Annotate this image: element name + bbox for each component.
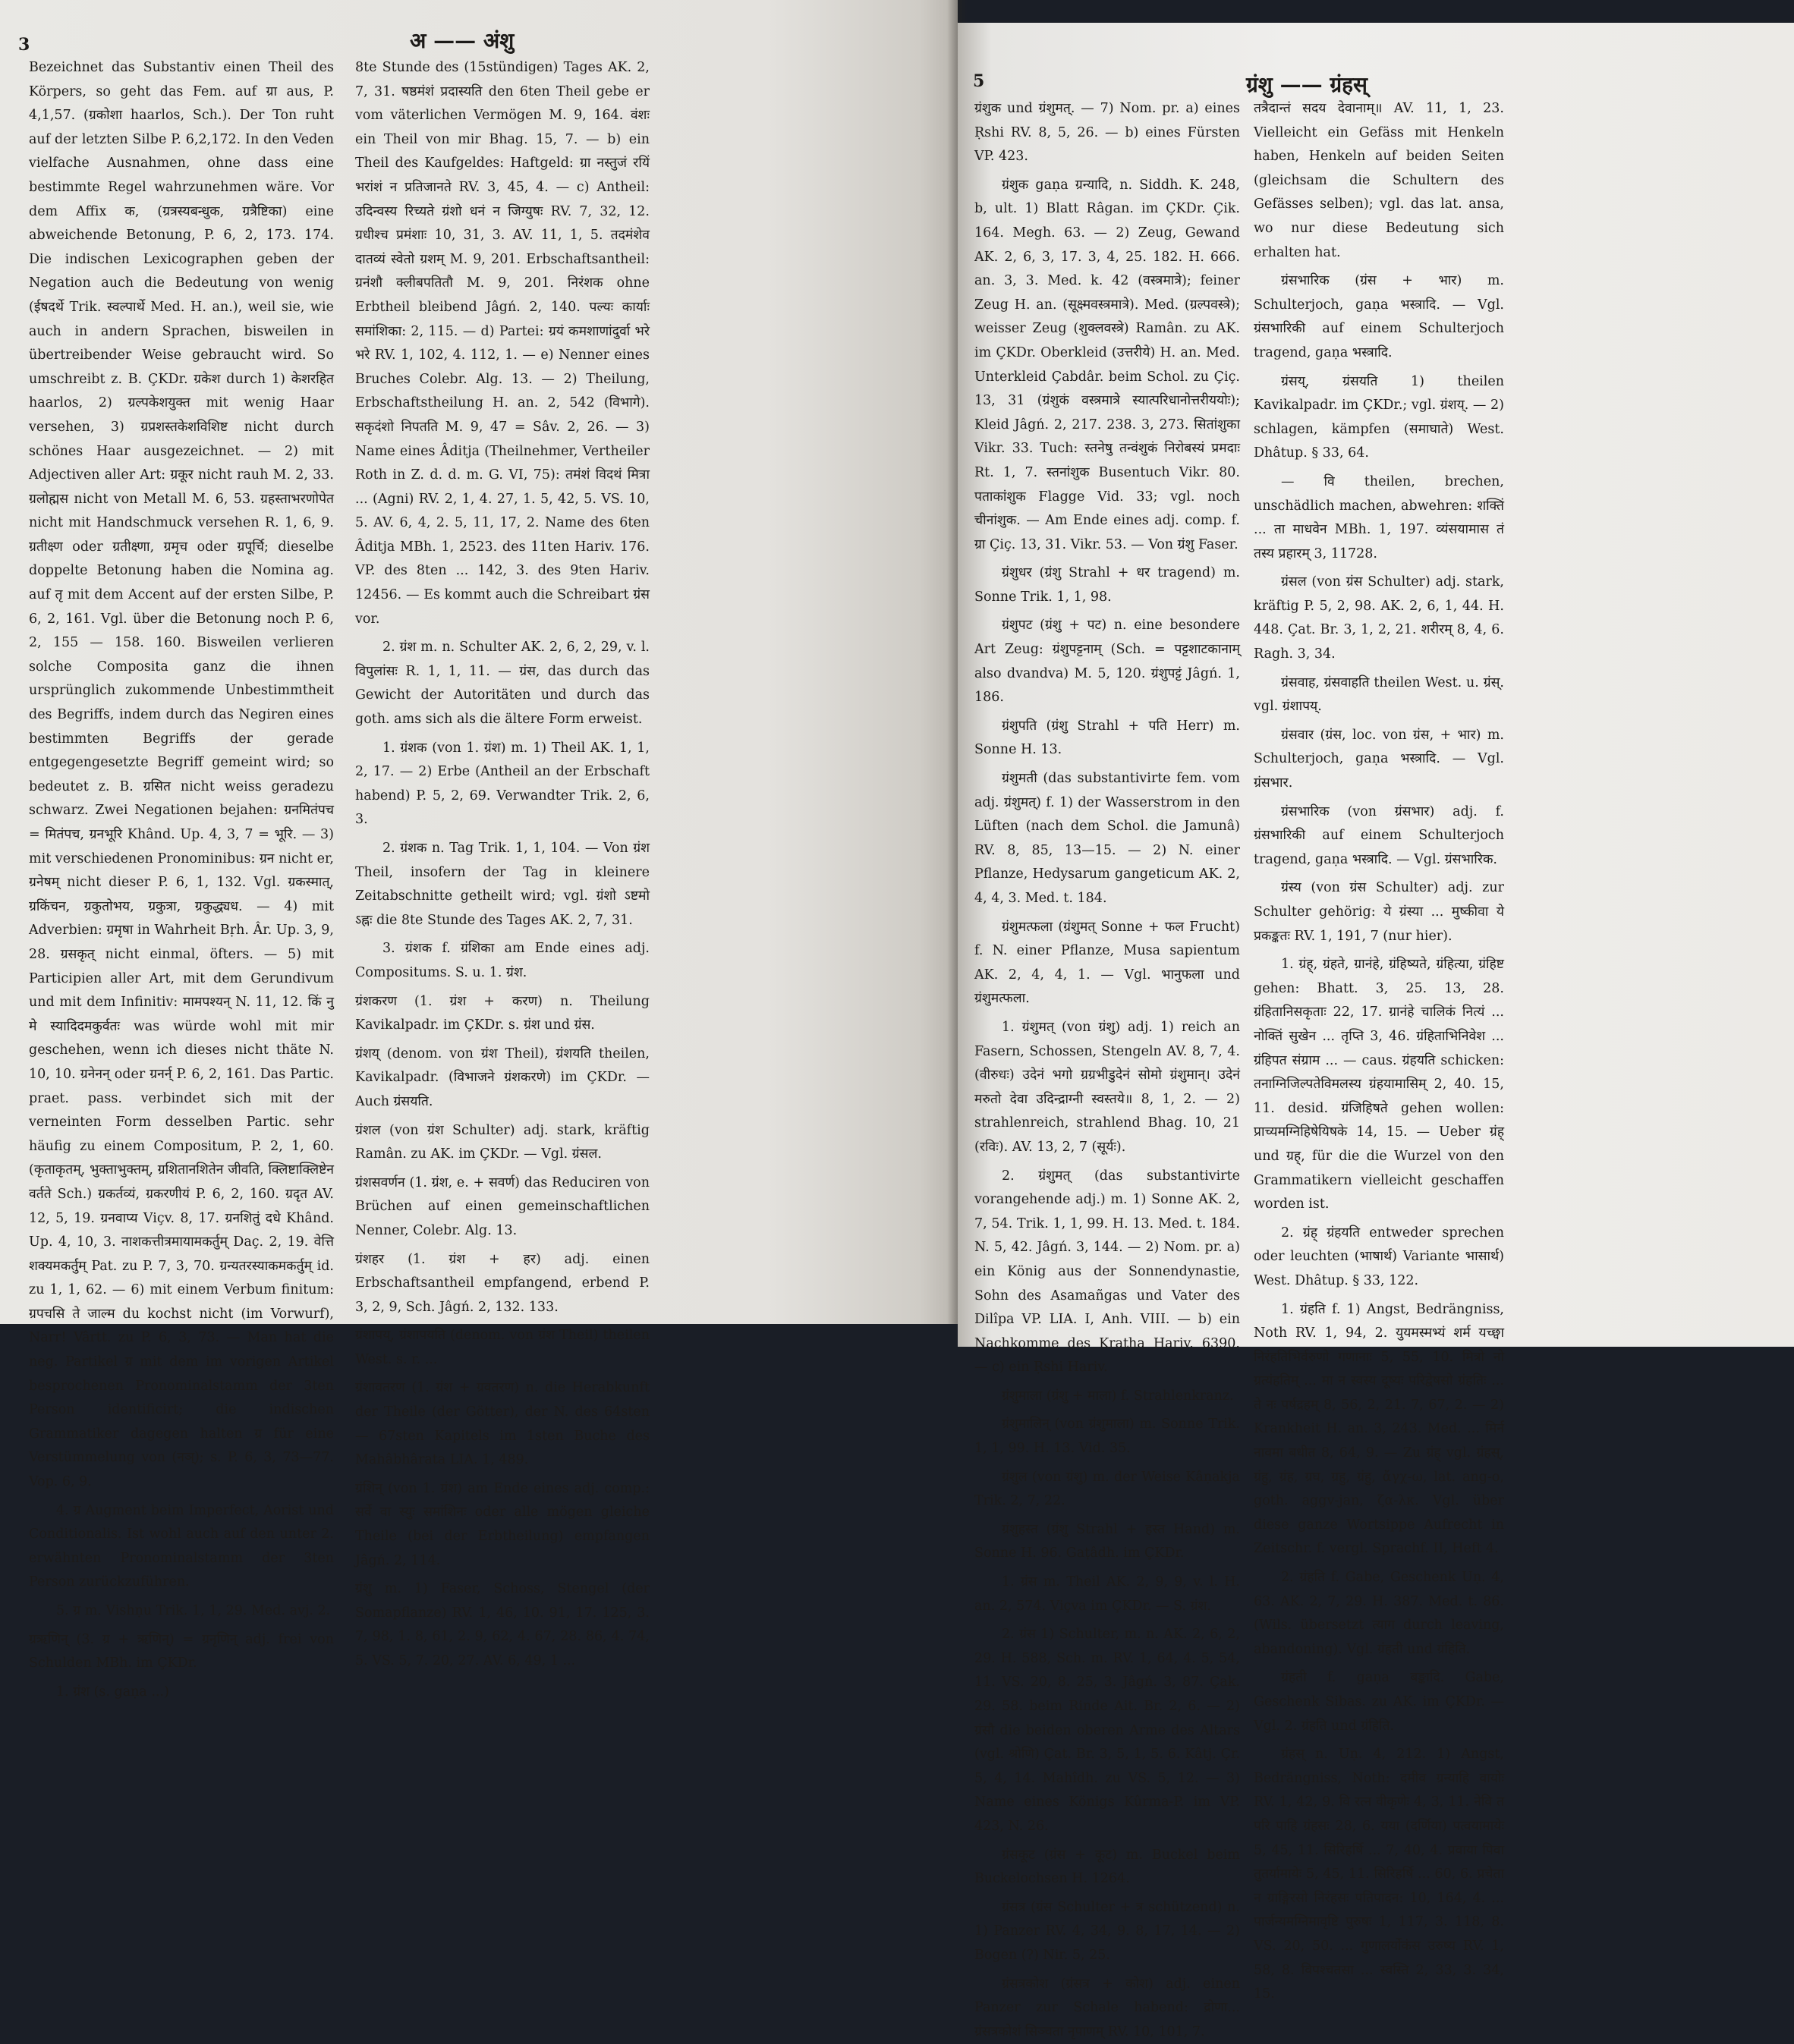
left-column-1 bbox=[29, 56, 334, 1700]
right-page-number: 5 bbox=[973, 71, 985, 91]
paragraph: ग्रंशुल (von ग्रंशु) m. der Weise Kâṇakja Trik. 2, 7, 22. bbox=[974, 1469, 1240, 1509]
paragraph: 1. ग्रंश (s. gaṇa ...) bbox=[56, 1684, 169, 1700]
paragraph: ग्रंसभारिक (ग्रंस + भार) m. Schulterjoch, gaṇa भस्त्रादि. — Vgl. ग्रंसभारिकी auf einem Schulterjoch tragend, gaṇa भस्त्रादि. bbox=[1254, 273, 1504, 360]
paragraph: 5. ग्र m. Vishṇu Trik. 1, 1, 29. Med. avj. 2. bbox=[56, 1603, 331, 1618]
paragraph: Bezeichnet das Substantiv einen Theil des Körpers, so geht das Fem. auf ग्रा aus, P. 4,1,57. (ग्रकोशा haarlos, Sch.). Der Ton ruht auf der letzten Silbe P. 6,2,172. In den Veden vielfache Ausnahmen, ohne dass eine bestimmte Regel wahrzunehmen wäre. Vor dem Affix क, (ग्रत्रस्यबन्धुक, ग्रत्रैष्टिका) eine abweichende Betonung, P. 6, 2, 173. 174. Die indischen Lexicographen geben der Negation auch die Bedeutung von wenig (ईषदर्थे Trik. स्वल्पार्थे Med. H. an.), weil sie, wie auch in andern Sprachen, bisweilen in übertreibender Weise gebraucht wird. So umschreibt z. B. ÇKDr. ग्रकेश durch 1) केशरहित haarlos, 2) ग्रल्पकेशयुक्त mit wenig Haar versehen, 3) ग्रप्रशस्तकेशविशिष्ट nicht durch schönes Haar ausgezeichnet. — 2) mit Adjectiven aller Art: ग्रकूर nicht rauh M. 2, 33. ग्रलोह्मस nicht von Metall M. 6, 53. ग्रहस्ताभरणोपेत nicht mit Handschmuck versehen R. 1, 6, 9. ग्रतीक्ष्ण oder ग्रतीक्ष्णा, ग्रमृच oder ग्रपूर्चि; dieselbe doppelte Betonung haben die Nomina ag. auf तृ mit dem Accent auf der ersten Silbe, P. 6, 2, 161. Vgl. über die Betonung noch P. 6, 2, 155 — 158. 160. Bisweilen verlieren solche Composita ganz die ihnen ursprünglich zukommende Unbestimmtheit des Begriffs, indem durch das Negiren eines bestimmten Begriffs der gerade entgegengesetzte Begriff gemeint wird; so bedeutet z. B. ग्रसित nicht weiss geradezu schwarz. Zwei Negationen bejahen: ग्रनमितंपच = मितंपच, ग्रनभूरि Khând. Up. 4, 3, 7 = भूरि. — 3) mit verschiedenen Pronominibus: ग्रन nicht er, ग्रनेषम् nicht dieser P. 6, 1, 132. Vgl. ग्रकस्मात्, ग्रकिंचन, ग्रकुतोभय, ग्रकुत्रा, ग्रकुद्ध्यध. — 4) mit Adverbien: ग्रमृषा in Wahrheit Bṛh. Âr. Up. 3, 9, 28. ग्रसकृत् nicht einmal, öfters. — 5) mit Participien aller Art, mit dem Gerundivum und mit dem Infinitiv: मामपश्यन् N. 11, 12. किं नु मे स्यादिदमकुर्वतः was würde wohl mit mir geschehen, wenn ich dieses nicht thäte N. 10, 10. ग्रनेनन् oder ग्रनर्न् P. 6, 2, 161. Das Partic. praet. pass. verbindet sich mit der verneinten Form desselben Partic. sehr häufig zu einem Compositum, P. 2, 1, 60. (कृताकृतम्, भुक्ताभुक्तम्, ग्रशितानशितेन जीवति, क्लिष्टाक्लिष्टेन वर्तते Sch.) ग्रकर्तव्यं, ग्रकरणीयं P. 6, 2, 160. ग्रदृत AV. 12, 5, 19. ग्रनवाप्य Viçv. 8, 17. ग्रनशितुं दधे Khând. Up. 4, 10, 3. नाशकत्तीत्रमायामकर्तुम् Daç. 2, 19. वेत्ति शक्यमकर्तुम् Pat. zu P. 7, 3, 70. ग्रन्यतरस्याकमकर्तुम् id. zu 1, 1, 62. — 6) mit einem Verbum finitum: ग्रपचसि ते जाल्म du kochst nicht (im Vorwurf), Narr! Vârtt. zu P. 6, 3, 73. — Man hat die neg. Partikel ग्र mit dem im vorigen Artikel besprochenen Pronominalstamm der 3ten Person identificirt; die indischen Grammatiker dagegen halten ग्र für eine Verstümmelung von (नञ्); s. P. 6, 3, 73—77. Vop. 6, 9. bbox=[29, 60, 334, 1490]
paragraph: ग्रंशुहस्त (ग्रंशु Strahl + हस्त Hand) m. Sonne H. 96. Gaṭâdh. im ÇKDr. bbox=[974, 1521, 1240, 1561]
paragraph: 2. ग्रंह् ग्रंहयति entweder sprechen oder leuchten (भाषार्थ) Variante भासार्थ) West. Dhâtup. § 33, 122. bbox=[1254, 1225, 1504, 1288]
paragraph: ग्रंशुपट (ग्रंशु + पट) n. eine besondere Art Zeug: ग्रंशुपट्टनाम् (Sch. = पट्टशाटकानाम् also dvandva) M. 5, 120. ग्रंशुपट्टं Jâgń. 1, 186. bbox=[974, 618, 1240, 706]
right-column-1 bbox=[974, 97, 1240, 2039]
paragraph: ग्रंसय्, ग्रंसयति 1) theilen Kavikalpadr. im ÇKDr.; vgl. ग्रंशय्. — 2) schlagen, kämpfen (समाघाते) West. Dhâtup. § 33, 64. bbox=[1254, 373, 1504, 461]
paragraph: 2. ग्रंशुमत् (das substantivirte vorangehende adj.) m. 1) Sonne AK. 2, 7, 54. Trik. 1, 1, 99. H. 13. Med. t. 184. N. 5, 42. Jâgń. 3, 144. — 2) Nom. pr. a) ein König aus der Sonnendynastie, Sohn des Asamañgas und Vater des Dilîpa VP. LIA. I, Anh. VIII. — b) ein Nachkomme des Kratha Hariv. 6390. — c) ein Ṛshi Hariv. bbox=[974, 1168, 1240, 1376]
left-page-number: 3 bbox=[18, 35, 30, 55]
right-column-2 bbox=[1254, 97, 1504, 2002]
paragraph: ग्रंसल (von ग्रंस Schulter) adj. stark, kräftig P. 5, 2, 98. AK. 2, 6, 1, 44. H. 448. Çat. Br. 3, 1, 2, 21. शरीरम् 8, 4, 6. Ragh. 3, 34. bbox=[1254, 574, 1504, 662]
paragraph: ग्रंशहर (1. ग्रंश + हर) adj. einen Erbschaftsantheil empfangend, erbend P. 3, 2, 9, Sch. Jâgń. 2, 132. 133. bbox=[355, 1251, 650, 1315]
paragraph: 1. ग्रंशुमत् (von ग्रंशु) adj. 1) reich an Fasern, Schossen, Stengeln AV. 8, 7, 4. (वीरुधः) उदेनं भगो ग्रग्रभीडुदेनं सोमो ग्रंशुमान्। उदेनं मरुतो देवा उदिन्द्राग्नी स्वस्तये॥ 8, 1, 2. — 2) strahlenreich, strahlend Bhag. 10, 21 (रविः). AV. 13, 2, 7 (सूर्यः). bbox=[974, 1019, 1240, 1155]
paragraph: ग्रंसवार (ग्रंस, loc. von ग्रंस, + भार) m. Schulterjoch, gaṇa भस्त्रादि. — Vgl. ग्रंसभार. bbox=[1254, 727, 1504, 791]
paragraph: ग्रंस्य (von ग्रंस Schulter) adj. zur Schulter gehörig: ये ग्रंस्या ... मुष्कीवा ये प्रकङ्कतः RV. 1, 191, 7 (nur hier). bbox=[1254, 880, 1504, 944]
paragraph: ग्रंशापय्, ग्रंशापयति (denom. von ग्रंश Theil) theilen West. s. r. ... bbox=[355, 1328, 650, 1367]
paragraph: 3. ग्रंशक f. ग्रंशिका am Ende eines adj. Compositums. S. u. 1. ग्रंश. bbox=[355, 941, 650, 980]
paragraph: ग्रंसभारिक (von ग्रंसभार) adj. f. ग्रंसभारिकी auf einem Schulterjoch tragend, gaṇa भस्त्रादि. — Vgl. ग्रंसभारिक. bbox=[1254, 803, 1504, 867]
paragraph: ग्रंसवाह, ग्रंसवाहति theilen West. u. ग्रंस्. vgl. ग्रंशापय्. bbox=[1254, 675, 1504, 715]
paragraph: 1. ग्रंह्, ग्रंहते, ग्रानंहे, ग्रंहिष्यते, ग्रंहित्या, ग्रंहिष्ट gehen: Bhatt. 3, 25. 13, 28. ग्रंहितानिसकृताः 22, 17. ग्रानंहे चालिकं नित्यं ... नोक्तिं सुखेन ... तृप्ति 3, 46. ग्रंहिताभिनिवेश ... ग्रंहिपत संग्राम ... — caus. ग्रंहयति schicken: तनाग्निजिल्पतेविमलस्य ग्रंहयामासिम् 2, 40. 15, 11. desid. ग्रंजिहिषते gehen wollen: प्राच्यमग्निहिषेयिषके 14, 15. — Ueber ग्रंह् und ग्रह्, für die die Wurzel von den Grammatikern vielleicht geschaffen worden ist. bbox=[1254, 957, 1504, 1212]
paragraph: ग्रंशय् (denom. von ग्रंश Theil), ग्रंशयति theilen, Kavikalpadr. (विभाजने ग्रंशकरणे) im ÇKDr. — Auch ग्रंसयति. bbox=[355, 1046, 650, 1109]
paragraph: ग्रंसत्रकोश (ग्रंसत्र + कोश) adj. einen Panzer zur Schale habend: द्रोणा... ग्रंसत्रकोशं सिञ्चता नृपाणम् RV. 10, 101, 7. bbox=[974, 1976, 1240, 2039]
paragraph: 8te Stunde des (15stündigen) Tages AK. 2, 7, 31. षष्ठमंशं प्रदास्यति den 6ten Theil gebe er vom väterlichen Vermögen M. 9, 164. वंशः ein Theil von mir Bhag. 15, 7. — b) ein Theil des Kaufgeldes: Haftgeld: ग्रा नस्तुजं रयिं भरांशं न प्रतिजानते RV. 3, 45, 4. — c) Antheil: उदिन्वस्य रिच्यते ग्रंशो धनं न जिग्युषः RV. 7, 32, 12. ग्रधीश्च प्रमंशाः 10, 31, 3. AV. 11, 1, 5. तदमंशेव दातव्यं स्वेतो ग्रशम् M. 9, 201. Erbschaftsantheil: ग्रनंशौ क्लीबपतितौ M. 9, 201. निरंशक ohne Erbtheil bleibend Jâgń. 2, 140. पल्यः कार्याः समांशिका: 2, 115. — d) Partei: ग्रयं कमशाणांदुर्वा भरे भरे RV. 1, 102, 4. 112, 1. — e) Nenner eines Bruches Colebr. Alg. 13. — 2) Theilung, Erbschaftstheilung H. an. 2, 542 (विभागे). सकृदंशो निपतति M. 9, 47 = Sâv. 2, 26. — 3) Name eines Âditja (Theilnehmer, Vertheiler Roth in Z. d. d. m. G. VI, 75): तमंशं विदथं मित्रा ... (Agni) RV. 2, 1, 4. 27, 1. 5, 42, 5. VS. 10, 5. AV. 6, 4, 2. 5, 11, 17, 2. Name des 6ten Âditja MBh. 1, 2523. des 11ten Hariv. 176. VP. des 8ten ... 142, 3. des 9ten Hariv. 12456. — Es kommt auch die Schreibart ग्रंस vor. bbox=[355, 60, 650, 627]
paragraph: ग्रंहती f. gaṇa बङ्कादि. Gabe, Geschenk Sibas. zu AK. im ÇKDr. — Vgl. 2. ग्रंहति und ग्रंहिति. bbox=[1254, 1670, 1504, 1734]
paragraph: तत्रैदान्तं सदय देवानाम्॥ AV. 11, 1, 23. Vielleicht ein Gefäss mit Henkeln haben, Henkeln auf beiden Seiten (gleichsam die Schultern des Gefässes selben); vgl. das lat. ansa, wo nur diese Bedeutung sich erhalten hat. bbox=[1254, 101, 1504, 260]
paragraph: 1. ग्रंशक (von 1. ग्रंश) m. 1) Theil AK. 1, 1, 2, 17. — 2) Erbe (Antheil an der Erbschaft habend) P. 5, 2, 69. Verwandter Trik. 2, 6, 3. bbox=[355, 740, 650, 828]
paragraph: ग्रंशुपति (ग्रंशु Strahl + पति Herr) m. Sonne H. 13. bbox=[974, 718, 1240, 758]
paragraph: ग्रंसत्र (ग्रंस Schulter + त्र schützend) n. 1) Panzer RV. 4, 34, 9. 8, 17, 14. — 2) Bogen (?) Nir. 5, 25. bbox=[974, 1899, 1240, 1963]
right-page bbox=[958, 23, 1794, 2039]
paragraph: ग्रंशल (von ग्रंश Schulter) adj. stark, kräftig Ramân. zu AK. im ÇKDr. — Vgl. ग्रंसल. bbox=[355, 1122, 650, 1162]
paragraph: ग्रंशिन् (von 1. ग्रंश) am Ende eines adj. comp.: सर्वे वा स्युः समांशिनः oder alle mögen gleiche Theile (bei der Erbtheilung) empfangen Jâgń. 2, 114. bbox=[355, 1480, 650, 1568]
paragraph: 1. ग्रंहति f. 1) Angst, Bedrängniss, Noth RV. 1, 94, 2. युयमस्मभ्यं शर्म यच्छ्वा निरंहतिभिर्वरुणो गणानाः 5, 55, 10. मित्रो नो ग्रत्यंहतिम् ... मा न स्वस्य दूष्यः परिद्वेषसो ग्रंहतिः ... ते नः पर्षद्रहम् 8, 56, 2, 21. 7, 67, 2. — 2) Krankheit H. an. 3, 243. Med. ... मिर्न नावमा बधीत 8, 64, 9. — Zu ग्रंह् vgl. ग्रंहस्, ग्रंहु, ग्रंह, ग्रघ, ग्रहु, ग्रंहु, ἄγχ-ω, lat. ang-o, goth. aggv-jan, ζα-λκ. Vgl. über diese ganze Wortsippe Aufrecht in Zeitschr. f. vergl. Sprachf. II, Heft 4. bbox=[1254, 1301, 1504, 1557]
paragraph: ग्रंशुक und ग्रंशुमत्. — 7) Nom. pr. a) eines Ṛshi RV. 8, 5, 26. — b) eines Fürsten VP. 423. bbox=[974, 101, 1240, 165]
paragraph: ग्रऋणिन् (3. ग्र + ऋणिन्) = ग्रनृणिन् adj. frei von Schulden MBh. im ÇKDr. bbox=[29, 1631, 334, 1671]
right-running-head: ग्रंशु —— ग्रंहस् bbox=[1246, 72, 1368, 97]
paragraph: 2. ग्रंशक n. Tag Trik. 1, 1, 104. — Von ग्रंश Theil, insofern der Tag in kleinere Zeitabschnitte getheilt wird; vgl. ग्रंशो ऽष्टमो ऽह्नः die 8te Stunde des Tages AK. 2, 7, 31. bbox=[355, 841, 650, 928]
paragraph: ग्रंशु m. 1) Faser, Schoss, Stengel (der Somapflanze) RV. 1, 46, 10. 91, 17. 125, 3. 7, 98, 1. 8, 61, 2. 9, 62, 4. 67, 28. 86, 4. 74, 5. VS. 5, 7. 20, 27. AV. 6, 49, 1 ... bbox=[355, 1581, 650, 1668]
paragraph: ग्रंशावतरण (1. ग्रंश + ग्रवतरण) n. die Herabkunft der Theile (der Götter), der N. des 64sten — 67sten Kapitels im 1sten Buche des Mahâbhârata LIA. 1, 489. bbox=[355, 1380, 650, 1468]
paragraph: 4. ग्र Augment beim Imperfect, Aorist und Conditionalis. Ist wohl auch auf den unter 2. erwähnten Pronominalstamm der 3ten Person zurückzuführen. bbox=[29, 1502, 334, 1590]
paragraph: — वि theilen, brechen, unschädlich machen, abwehren: शक्तिं ... ता माधवेन MBh. 1, 197. व्यंसयामास तं तस्य प्रहारम् 3, 11728. bbox=[1254, 473, 1504, 561]
paragraph: 2. ग्रंश m. n. Schulter AK. 2, 6, 2, 29, v. l. विपुलांसः R. 1, 1, 11. — ग्रंस, das durch das Gewicht der Autoritäten und durch das goth. ams sich als die ältere Form erweist. bbox=[355, 640, 650, 728]
paragraph: 2. ग्रंहति f. Gabe, Geschenk Uṇ. 4, 63. AK. 2, 7, 29. H. 387. Med. t. 86. (Wils. übersetzt त्याग durch leaving, abandoning). Vgl. ग्रंहती und ग्रंहिति. bbox=[1254, 1570, 1504, 1657]
paragraph: ग्रंशुमती (das substantivirte fem. vom adj. ग्रंशुमत्) f. 1) der Wasserstrom in den Lüften (nach dem Schol. die Jamunâ) RV. 8, 85, 13—15. — 2) N. einer Pflanze, Hedysarum gangeticum AK. 2, 4, 4, 3. Med. t. 184. bbox=[974, 771, 1240, 906]
left-running-head: अ —— अंशु bbox=[410, 28, 515, 53]
paragraph: ग्रंशसवर्णन (1. ग्रंश, e. + सवर्ण) das Reduciren von Brüchen auf einen gemeinschaftlichen Nenner, Colebr. Alg. 13. bbox=[355, 1175, 650, 1238]
paragraph: ग्रंशुमाला (ग्रंशु + माला) f. Strahlenkranz. bbox=[1002, 1388, 1234, 1404]
left-column-2 bbox=[355, 56, 650, 1668]
paragraph: ग्रंशुक gaṇa ग्रन्यादि, n. Siddh. K. 248, b, ult. 1) Blatt Râgan. im ÇKDr. Çik. 164. Megh. 63. — 2) Zeug, Gewand AK. 2, 6, 3, 17. 3, 4, 25. 182. H. 666. an. 3, 3. Med. k. 42 (वस्त्रमात्रे); feiner Zeug H. an. (सूक्ष्मवस्त्रमात्रे). Med. (ग्रल्पवस्त्रे); weisser Zeug (शुक्लवस्त्रे) Ramân. zu AK. im ÇKDr. Oberkleid (उत्तरीये) H. an. Med. Unterkleid Çabdâr. beim Schol. zu Çiç. 13, 31 (ग्रंशुकं वस्त्रमात्रे स्यात्परिधानोत्तरीययोः); Kleid Jâgń. 2, 217. 238. 3, 273. सितांशुका Vikr. 33. Tuch: स्तनेषु तन्वंशुकं निरोबस्यं प्रमदाः Rt. 1, 7. स्तनांशुक Busentuch Vikr. 80. पताकांशुक Flagge Vid. 33; vgl. noch चीनांशुक. — Am Ende eines adj. comp. f. ग्रा Çiç. 13, 31. Vikr. 53. — Von ग्रंशु Faser. bbox=[974, 177, 1240, 552]
paragraph: ग्रंहस् n. Uṇ. 4, 212. 1) Angst, Bedrängniss, Noth: दमीव ग्रन्याहि वायोः RV. 1, 42, 9. वि रत्न वीकृणेः 4, 3, 11. नेवि त परि पाहि ग्रंहसः 28, 6. यया (दर्णिया) पत्वयामायेः 5, 45, 11. सिरिहर्षि ... 7, 40, 4. प्रवाया पिवा तुतर्यामायेः 5, 45, 11. सिरिहर्षि ... 60, 6. प्रचेता न ग्राङ्गिरसो निरंहसः पतिपादन: 10, 164, 4. ... पार्जन्यमग्निमावृष्टि पुरुषः 1, 117, 3. 118, 8. VS. 20, 50. ... गुणालर्योकंस उरुष्य RV. 1, 58, 8. विपश्चतसा ... स्वस्ति 2, 33, 3. 34, 15. bbox=[1254, 1747, 1504, 2002]
left-page bbox=[0, 0, 958, 1700]
paragraph: ग्रंशुमत्फला (ग्रंशुमत् Sonne + फल Frucht) f. N. einer Pflanze, Musa sapientum AK. 2, 4, 4, 1. — Vgl. भानुफला und ग्रंशुमत्फला. bbox=[974, 919, 1240, 1007]
paragraph: ग्रंशुधर (ग्रंशु Strahl + धर tragend) m. Sonne Trik. 1, 1, 98. bbox=[974, 565, 1240, 605]
paragraph: 1. ग्रंस m. Theil AK. 2, 9, 9, v. l. H. an. 2, 574. Viçva im ÇKDr. — S. ग्रंश. bbox=[974, 1574, 1240, 1614]
paragraph: ग्रंशकरण (1. ग्रंश + करण) n. Theilung Kavikalpadr. im ÇKDr. s. ग्रंश und ग्रंस. bbox=[355, 993, 650, 1033]
paragraph: 2. ग्रंस 1) Schulter, m. n. AK. 2, 6, 2, 29. H. 588, Sch. m. RV. 1, 64, 4. 5, 54, 11. VS. 20, 8. 25, 3. Jâgń. 3, 87. Çak. 29. 58. beim Rinde Ait. Br. 2, 6. — 2) ग्रंसौ die beiden oberen Arme des Altars (vgl. श्रोणि) Çat. Br. 3, 5, 1, 5. 6. Kâtj. Çr. 5, 4, 14. Mahîdh. zu VS. 5, 12. — 3) Name eines Königs Kûrma-P. im VP. 423, N. 26. bbox=[974, 1627, 1240, 1834]
paragraph: ग्रंसकूट (ग्रंस + कूट) m. Buckel beim Buckelochsen H. 1264. bbox=[974, 1847, 1240, 1887]
paragraph: ग्रंशुमालिन् (von ग्रंशुमाला) m. Sonne Trik. 1, 1, 99. H. 13. Vid. 35. bbox=[974, 1417, 1240, 1457]
